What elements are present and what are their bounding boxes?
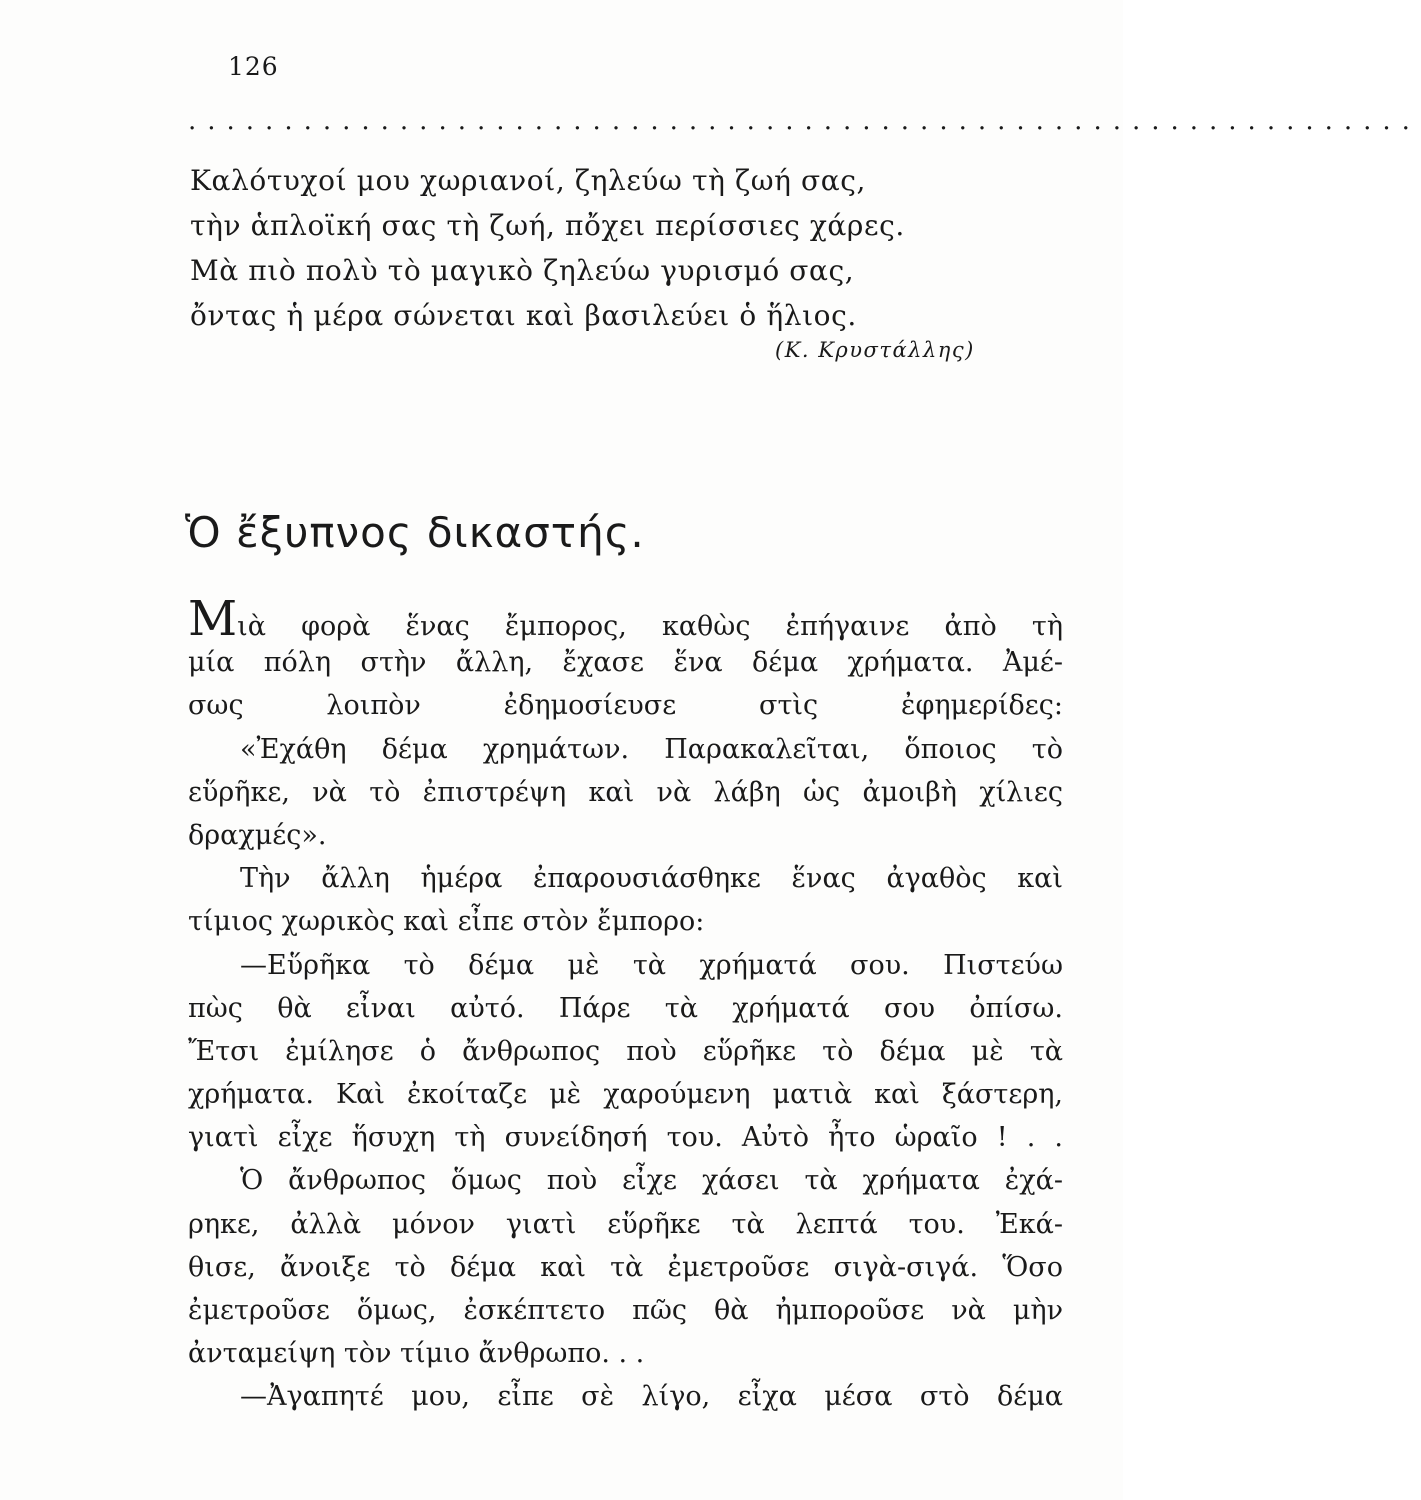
paragraph-line: ἀνταμείψη τὸν τίμιο ἄνθρωπο. . . [188, 1338, 645, 1370]
drop-cap: Μ [188, 591, 238, 647]
paragraph-line: τίμιος χωρικὸς καὶ εἶπε στὸν ἔμπορο: [188, 906, 705, 938]
poem-line: Καλότυχοί μου χωριανοί, ζηλεύω τὴ ζωή σας, [190, 164, 867, 197]
paragraph-line: ρηκε, ἀλλὰ μόνον γιατὶ εὕρῆκε τὰ λεπτά του. Ἐκά- [188, 1208, 1063, 1240]
paragraph-line: «Ἐχάθη δέμα χρημάτων. Παρακαλεῖται, ὅποιος τὸ [240, 733, 1063, 765]
dotted-separator: ................................................................ [188, 106, 1421, 136]
poem-line: Μὰ πιὸ πολὺ τὸ μαγικὸ ζηλεύω γυρισμό σας, [190, 254, 855, 287]
paragraph-line: —Ἀγαπητέ μου, εἶπε σὲ λίγο, εἶχα μέσα στὸ δέμα [240, 1381, 1063, 1413]
poem-line: ὄντας ἡ μέρα σώνεται καὶ βασιλεύει ὁ ἥλιος. [190, 299, 857, 332]
paragraph-line: δραχμές». [188, 819, 327, 851]
paragraph-line: Ἔτσι ἐμίλησε ὁ ἄνθρωπος ποὺ εὕρῆκε τὸ δέμα μὲ τὰ [188, 1035, 1063, 1067]
poem-line: τὴν ἁπλοϊκή σας τὴ ζωή, πὄχει περίσσιες χάρες. [190, 209, 905, 242]
paragraph-line: θισε, ἄνοιξε τὸ δέμα καὶ τὰ ἐμετροῦσε σιγὰ-σιγά. Ὅσο [188, 1251, 1063, 1283]
paragraph-line: γιατὶ εἶχε ἥσυχη τὴ συνείδησή του. Αὐτὸ ἦτο ὡραῖο ! . . [188, 1122, 1063, 1154]
paragraph-line: Τὴν ἄλλη ἡμέρα ἐπαρουσιάσθηκε ἕνας ἀγαθὸς καὶ [240, 863, 1063, 895]
paragraph-line: χρήματα. Καὶ ἐκοίταζε μὲ χαρούμενη ματιὰ καὶ ξάστερη, [188, 1079, 1063, 1111]
paragraph-line: Ὁ ἄνθρωπος ὅμως ποὺ εἶχε χάσει τὰ χρήματα ἐχά- [240, 1165, 1063, 1197]
story-title: Ὁ ἔξυπνος δικαστής. [185, 508, 645, 557]
story-body [188, 591, 1063, 1419]
first-line-text: ιὰ φορὰ ἕνας ἔμπορος, καθὼς ἐπήγαινε ἀπὸ τὴ [237, 611, 1063, 642]
poem-excerpt [190, 158, 1050, 338]
paragraph-line [188, 591, 1063, 647]
paragraph-line: ἐμετροῦσε ὅμως, ἐσκέπτετο πῶς θὰ ἠμποροῦσε νὰ μὴν [188, 1295, 1063, 1326]
page-number: 126 [228, 52, 279, 81]
poem-attribution: (Κ. Κρυστάλλης) [775, 338, 975, 362]
paragraph-line: πὼς θὰ εἶναι αὐτό. Πάρε τὰ χρήματά σου ὀπίσω. [188, 992, 1063, 1024]
paragraph-line: σως λοιπὸν ἐδημοσίευσε στὶς ἐφημερίδες: [188, 690, 1063, 722]
paragraph-line: μία πόλη στὴν ἄλλη, ἔχασε ἕνα δέμα χρήματα. Ἀμέ- [188, 647, 1063, 679]
paragraph-line: εὕρῆκε, νὰ τὸ ἐπιστρέψη καὶ νὰ λάβη ὡς ἀμοιβὴ χίλιες [188, 776, 1063, 808]
paragraph-line: —Εὕρῆκα τὸ δέμα μὲ τὰ χρήματά σου. Πιστεύω [240, 949, 1063, 981]
